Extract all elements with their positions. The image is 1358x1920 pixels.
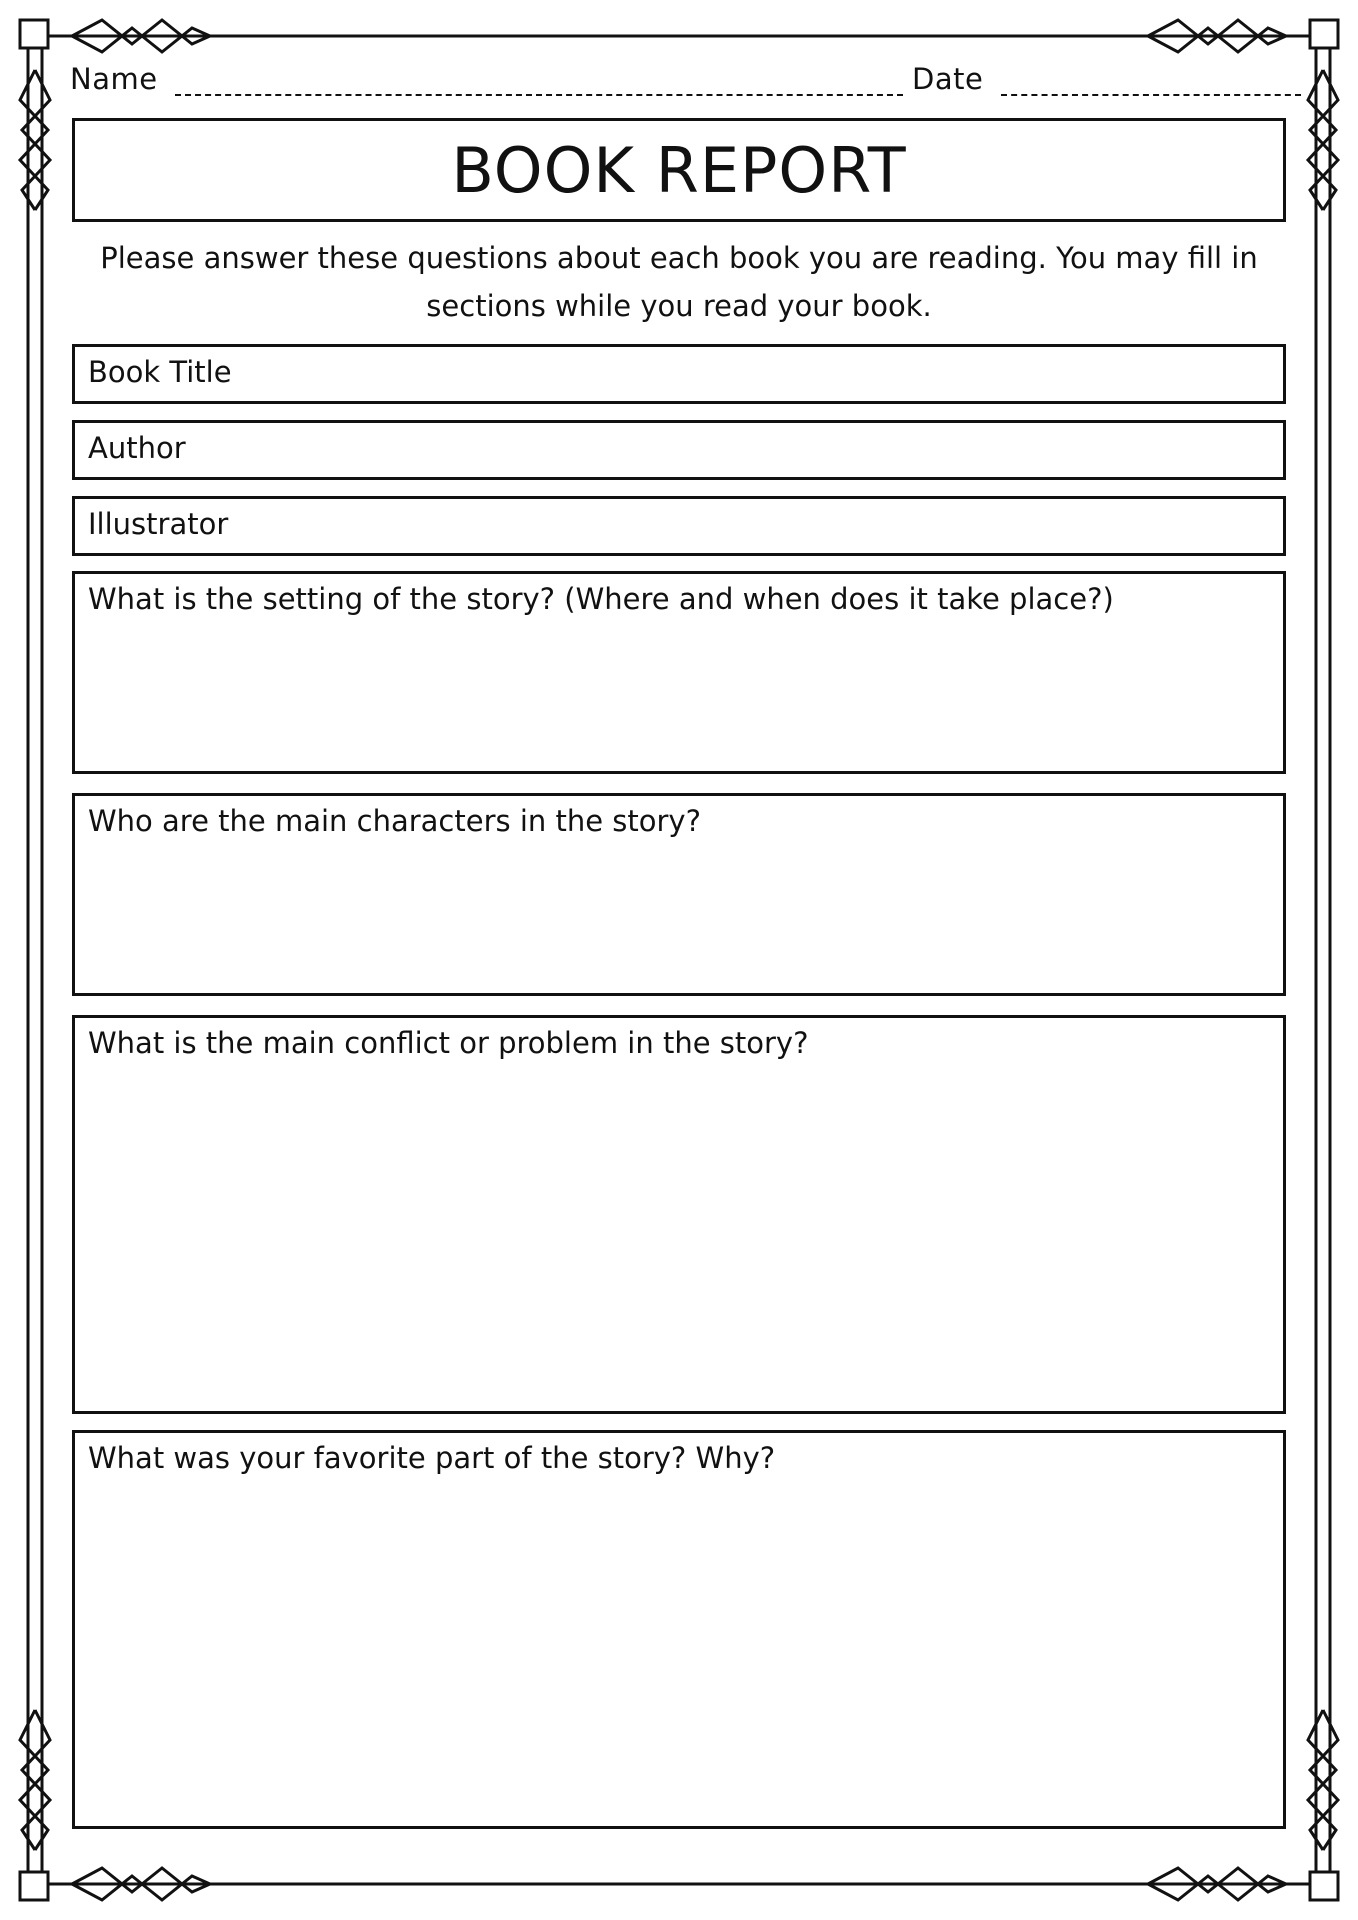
date-label: Date [912,62,984,96]
title-box [72,118,1286,222]
date-blank[interactable] [1001,66,1301,96]
page-title: BOOK REPORT [451,133,907,207]
conflict-box[interactable] [72,1015,1286,1414]
setting-box[interactable] [72,571,1286,774]
author-box[interactable] [72,420,1286,480]
date-line [912,62,1301,96]
book-title-box[interactable] [72,344,1286,404]
setting-question: What is the setting of the story? (Where and when does it take place?) [88,582,1114,616]
illustrator-box[interactable] [72,496,1286,556]
favorite-part-box[interactable] [72,1430,1286,1829]
illustrator-label: Illustrator [88,507,229,541]
book-title-label: Book Title [88,355,232,389]
characters-box[interactable] [72,793,1286,996]
conflict-question: What is the main conflict or problem in the story? [88,1026,809,1060]
name-blank[interactable] [175,66,903,96]
author-label: Author [88,431,186,465]
instructions-text: Please answer these questions about each book you are reading. You may fill in sections while you read your book. [100,241,1258,323]
characters-question: Who are the main characters in the story? [88,804,701,838]
favorite-part-question: What was your favorite part of the story? Why? [88,1441,776,1475]
name-line [70,62,903,96]
name-label: Name [70,62,158,96]
